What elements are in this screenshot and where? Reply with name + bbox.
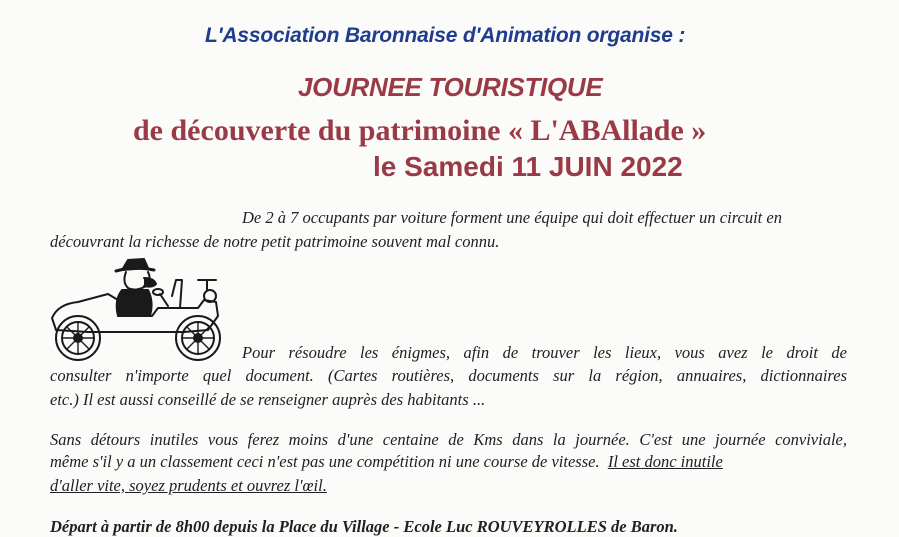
event-title: JOURNEE TOURISTIQUE (298, 72, 603, 102)
intro-line-2: découvrant la richesse de notre petit patrimoine souvent mal connu. (50, 232, 500, 251)
enigmas-line-3: etc.) Il est aussi conseillé de se renseigner auprès des habitants ... (50, 390, 486, 409)
enigmas-line-1: Pour résoudre les énigmes, afin de trouver les lieux, vous avez le droit de (242, 343, 847, 362)
vintage-car-with-detective-icon (48, 256, 238, 364)
distance-line-2-underlined: Il est donc inutile (607, 452, 723, 471)
event-subtitle: de découverte du patrimoine « L'ABAllade » (133, 114, 707, 147)
organizer-heading: L'Association Baronnaise d'Animation organise : (205, 24, 686, 47)
distance-line-2 (50, 452, 723, 472)
departure-info: Départ à partir de 8h00 depuis la Place du Village - Ecole Luc ROUVEYROLLES de Baron. (50, 517, 678, 536)
distance-line-2-plain: même s'il y a un classement ceci n'est pas une compétition ni une course de vitesse. (50, 452, 600, 471)
distance-line-3: d'aller vite, soyez prudents et ouvrez l'œil. (50, 476, 327, 495)
enigmas-line-2: consulter n'importe quel document. (Cartes routières, documents sur la région, annuaires, dictionnaires (50, 366, 847, 385)
event-date: le Samedi 11 JUIN 2022 (373, 151, 683, 182)
distance-line-1: Sans détours inutiles vous ferez moins d'une centaine de Kms dans la journée. C'est une journée conviviale, (50, 430, 847, 449)
intro-line-1: De 2 à 7 occupants par voiture forment une équipe qui doit effectuer un circuit en (242, 208, 782, 227)
